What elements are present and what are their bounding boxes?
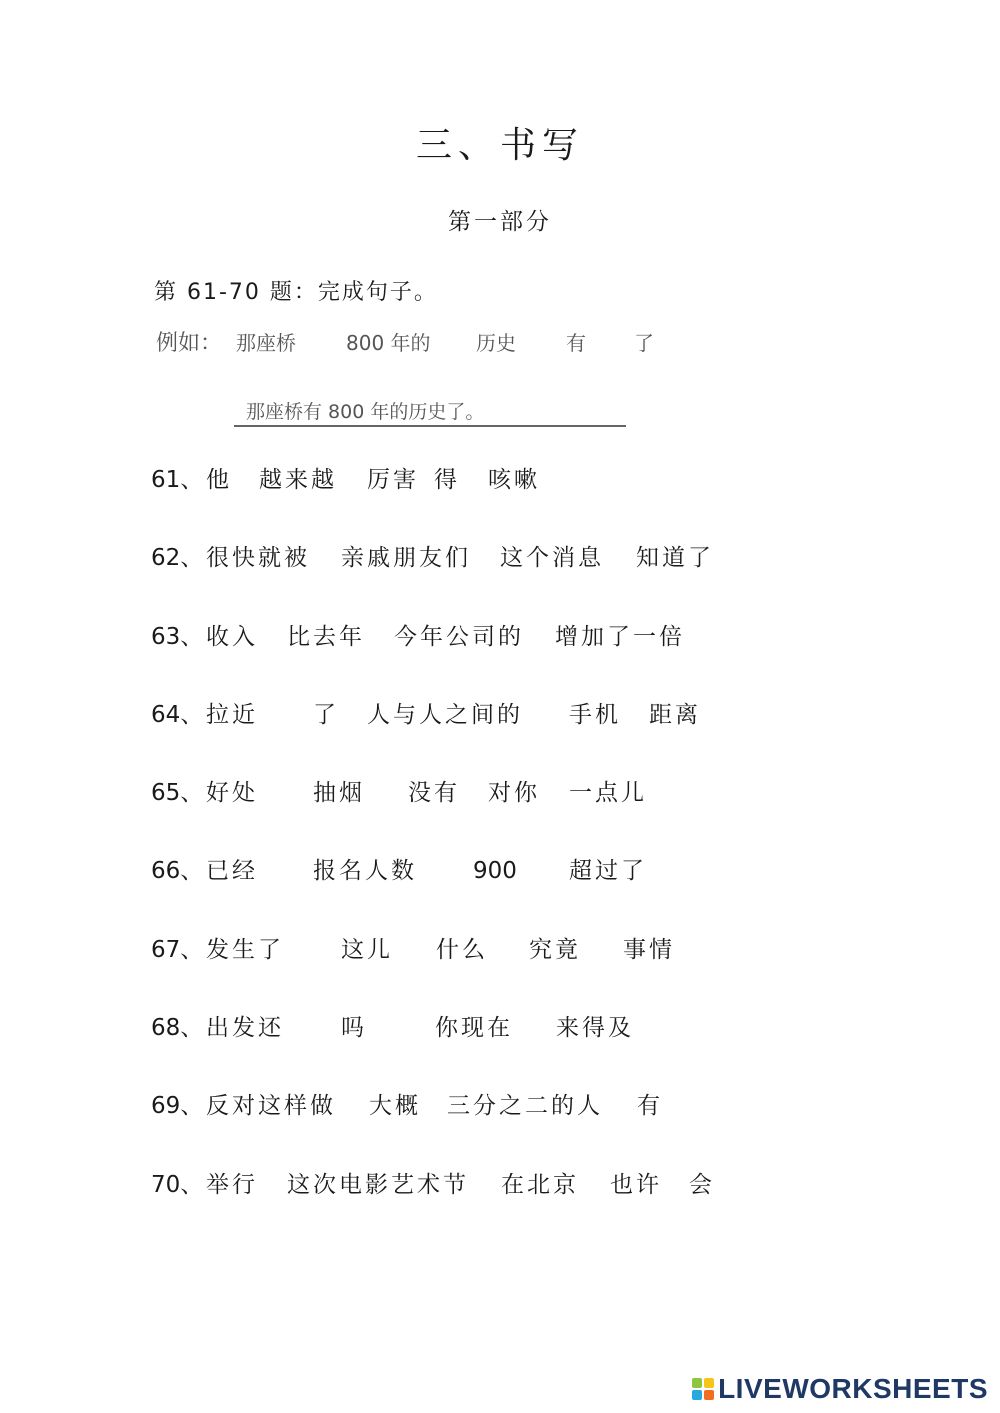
question-row [151, 932, 851, 968]
question-row [151, 1088, 851, 1124]
question-word: 在北京 [501, 1172, 579, 1198]
question-word: 什么 [436, 937, 488, 963]
question-row [151, 697, 851, 733]
question-word: 也许 [610, 1172, 662, 1198]
question-row [151, 1010, 851, 1046]
question-word: 没有 [408, 780, 460, 806]
logo-blocks-icon [692, 1378, 714, 1400]
question-word: 比去年 [287, 624, 365, 650]
question-word: 这儿 [341, 937, 393, 963]
question-word: 三分之二的人 [447, 1093, 603, 1119]
example-word: 800 年的 [346, 331, 431, 355]
question-word: 出发还 [206, 1015, 284, 1041]
question-number: 64、 [151, 702, 204, 728]
question-word: 距离 [649, 702, 701, 728]
question-word: 很快就被 [206, 545, 310, 571]
question-row [151, 1167, 851, 1203]
example-answer: 那座桥有 800 年的历史了。 [234, 397, 626, 427]
question-word: 究竟 [529, 937, 581, 963]
question-word: 他 [206, 467, 232, 493]
question-number: 68、 [151, 1015, 204, 1041]
question-word: 这个消息 [500, 545, 604, 571]
example-label: 例如： [156, 331, 223, 356]
question-word: 知道了 [636, 545, 714, 571]
question-word: 厉害 [367, 467, 419, 493]
question-number: 65、 [151, 780, 204, 806]
question-word: 这次电影艺术节 [287, 1172, 469, 1198]
question-word: 亲戚朋友们 [341, 545, 471, 571]
question-word: 得 [434, 467, 460, 493]
question-word: 越来越 [259, 467, 337, 493]
question-word: 今年公司的 [394, 624, 524, 650]
question-word: 来得及 [556, 1015, 634, 1041]
question-number: 70、 [151, 1172, 204, 1198]
question-word: 举行 [206, 1172, 258, 1198]
question-word: 增加了一倍 [555, 624, 685, 650]
instruction-text: 第 61-70 题：完成句子。 [154, 280, 438, 305]
question-word: 报名人数 [313, 858, 417, 884]
question-word: 大概 [369, 1093, 421, 1119]
question-row [151, 540, 851, 576]
example-word: 历史 [476, 331, 516, 355]
question-word: 已经 [206, 858, 258, 884]
question-number: 61、 [151, 467, 204, 493]
question-word: 事情 [623, 937, 675, 963]
question-number: 69、 [151, 1093, 204, 1119]
question-word: 了 [313, 702, 339, 728]
question-word: 一点儿 [569, 780, 647, 806]
question-word: 有 [637, 1093, 663, 1119]
question-word: 好处 [206, 780, 258, 806]
example-line [156, 326, 654, 360]
question-word: 收入 [206, 624, 258, 650]
section-subtitle: 第一部分 [448, 209, 552, 235]
question-word: 人与人之间的 [367, 702, 523, 728]
question-word: 超过了 [569, 858, 647, 884]
question-number: 62、 [151, 545, 204, 571]
example-word: 那座桥 [236, 331, 296, 355]
question-word: 会 [689, 1172, 715, 1198]
example-word: 有 [566, 331, 586, 355]
question-word: 900 [473, 858, 517, 884]
question-row [151, 853, 851, 889]
question-number: 63、 [151, 624, 204, 650]
logo-text: LIVEWORKSHEETS [718, 1373, 988, 1404]
question-number: 66、 [151, 858, 204, 884]
liveworksheets-logo [692, 1373, 988, 1405]
page-title: 三、书写 [415, 125, 584, 166]
question-number: 67、 [151, 937, 204, 963]
question-word: 抽烟 [313, 780, 365, 806]
question-word: 咳嗽 [488, 467, 540, 493]
question-word: 拉近 [206, 702, 258, 728]
question-row [151, 619, 851, 655]
question-word: 吗 [341, 1015, 367, 1041]
question-word: 反对这样做 [206, 1093, 336, 1119]
question-word: 对你 [488, 780, 540, 806]
question-row [151, 775, 851, 811]
question-row [151, 462, 851, 498]
question-word: 你现在 [435, 1015, 513, 1041]
example-word: 了 [634, 331, 654, 355]
question-word: 手机 [569, 702, 621, 728]
question-word: 发生了 [206, 937, 284, 963]
